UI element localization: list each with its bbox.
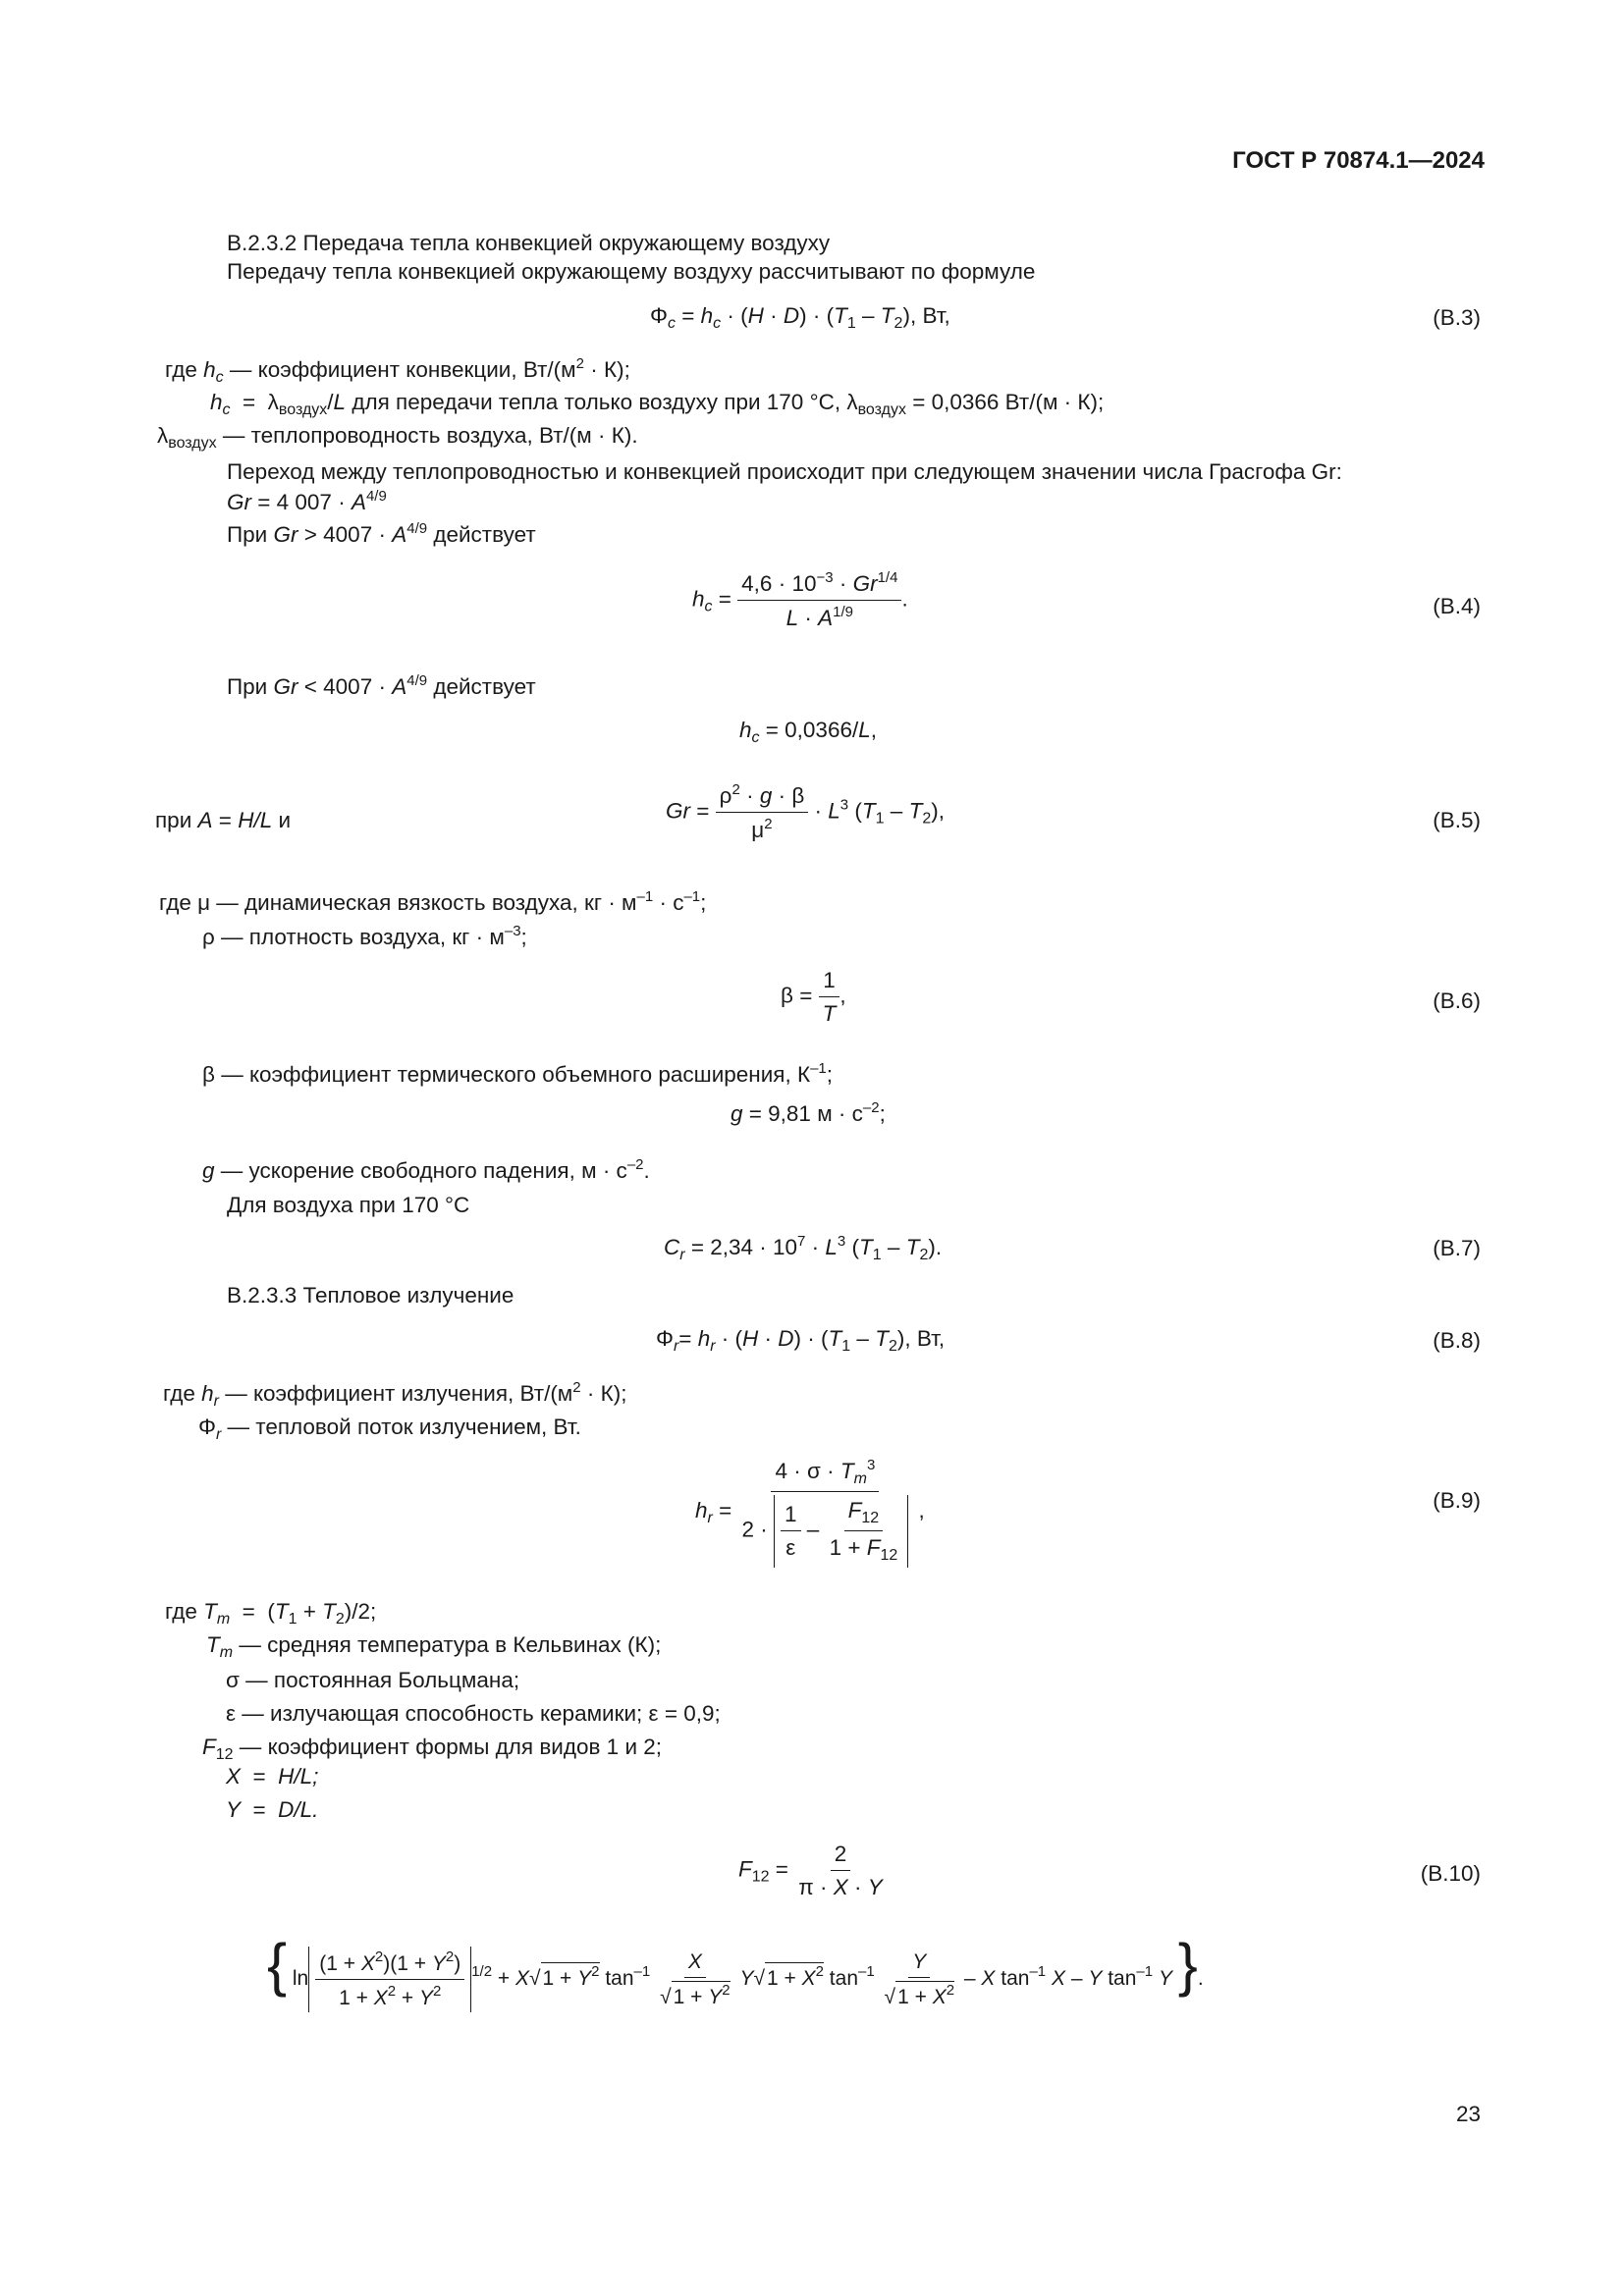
section-title-b232: В.2.3.2 Передача тепла конвекцией окружающему воздуху [227,231,831,255]
hc-definition: $h_c = \lambda_{воздух}/L$ для передачи тепла только воздуху при 170 °С, $\lambda_{воздух} = 0,0366$ Вт/(м · К); [210,390,1105,418]
def-sigma: σ — постоянная Больцмана; [226,1668,520,1692]
g-value: g = 9,81 $м \cdot с^{-2}$; [731,1099,886,1126]
equation-b6: β = $\frac{1}{T}$ , [781,968,846,1026]
lambda-definition: $\lambda_{воздух}$ — теплопроводность воздуха, Вт/(м · К). [157,423,638,452]
equation-number-b9: (В.9) [1433,1488,1481,1513]
gr-less: При $Gr < 4007 \cdot A^{4/9}$ действует [227,672,536,699]
def-tm: $T_m$ — средняя температура в Кельвинах (К); [206,1632,662,1661]
phir-definition: $\Phi_r$ — тепловой поток излучением, Вт. [198,1415,581,1443]
def-x: X = H/L; [226,1764,319,1789]
b5-lead: при A = H/L и [155,808,292,832]
equation-b3: $\Phi_c = h_c \cdot (H \cdot D) \cdot (T_1 - T_2)$, Вт, [650,303,950,332]
def-epsilon: ε — излучающая способность керамики; ε = 0,9; [226,1701,721,1726]
equation-number-b8: (В.8) [1433,1328,1481,1353]
equation-b9: $h_r$ = $4 \cdot \sigma \cdot T_m^3$ 2 · $\frac{1}{\varepsilon}$ – $\frac{F_{12}}{1 + F_{12}}$ , [695,1457,925,1568]
equation-b8: $\Phi_r= h_r \cdot (H \cdot D) \cdot (T_1 - T_2)$, Вт, [656,1326,946,1355]
gr-value: Gr = 4 $007 \cdot A^{4/9}$ [227,488,387,514]
where-tm: где $T_m = (T_1 + T_2)/2$; [165,1599,377,1628]
big-formula: { ln $\frac{(1 + X^2)(1 + Y^2)}{1 + X^2 + Y^2}$ $^{1/2} + X√1 + Y^2$ $\tan^{-1}$ $\frac{X}{√1 + Y^2}$ $Y√1 + X^2$ $\tan^{-1}$ $\frac{Y}{√1 + X^2}$ – X $\tan^{-1} X$ – Y $\tan^{-1} Y$ }. [267,1936,1204,2012]
g-definition: g — ускорение свободного падения, $м \cdot с^{-2}$. [202,1156,650,1183]
equation-number-b10: (В.10) [1420,1861,1481,1886]
equation-number-b4: (В.4) [1433,594,1481,618]
where-hr: где $h_r$ — коэффициент излучения, $Вт/(м^2 \cdot К)$; [163,1379,627,1410]
equation-b10: $F_{12}$ = $\frac{2}{\pi \cdot X \cdot Y}$ [738,1842,883,1899]
equation-number-b5: (В.5) [1433,808,1481,832]
where-mu: где μ — динамическая вязкость воздуха, кг · $м^{-1} \cdot с^{-1}$; [159,888,707,915]
def-y: Y = D/L. [226,1797,319,1822]
air-170: Для воздуха при 170 °С [227,1193,470,1217]
beta-definition: β — коэффициент термического объемного расширения, $К^{-1}$; [202,1060,834,1087]
page-number: 23 [1455,2102,1481,2126]
equation-b4: $h_c$ = $\frac{4,6 \cdot 10^{-3} \cdot Gr^{1/4}}{L \cdot A^{1/9}}$ . [692,569,908,630]
equation-number-b7: (В.7) [1433,1236,1481,1260]
document-code: ГОСТ Р 70874.1—2024 [1232,147,1485,174]
gr-more: При $Gr > 4007 \cdot A^{4/9}$ действует [227,520,536,547]
equation-b7: $C_r = 2,34 \cdot 10^7 \cdot L^3$ $(T_1 - T_2)$. [664,1233,943,1263]
section-title-b233: В.2.3.3 Тепловое излучение [227,1283,514,1308]
equation-number-b6: (В.6) [1433,988,1481,1013]
def-f12: $F_{12}$ — коэффициент формы для видов 1 и 2; [202,1735,663,1763]
transition-text: Переход между теплопроводностью и конвекцией происходит при следующем значении числа Грасгофа Gr: [227,459,1342,484]
equation-b5: Gr = $\frac{\rho^2 \cdot g \cdot \beta}{\mu^2}$ · $L^3$ $(T_1 - T_2)$, [666,781,945,842]
hc-simple: $h_c = 0,0366/L$, [739,718,878,746]
where-hc: где $h_c$ — коэффициент конвекции, $Вт/(м^2 \cdot К)$; [165,355,630,386]
intro-text: Передачу тепла конвекцией окружающему воздуху рассчитывают по формуле [227,259,1036,284]
rho-definition: ρ — плотность воздуха, кг · $м^{-3}$; [202,923,527,949]
equation-number-b3: (В.3) [1433,305,1481,330]
